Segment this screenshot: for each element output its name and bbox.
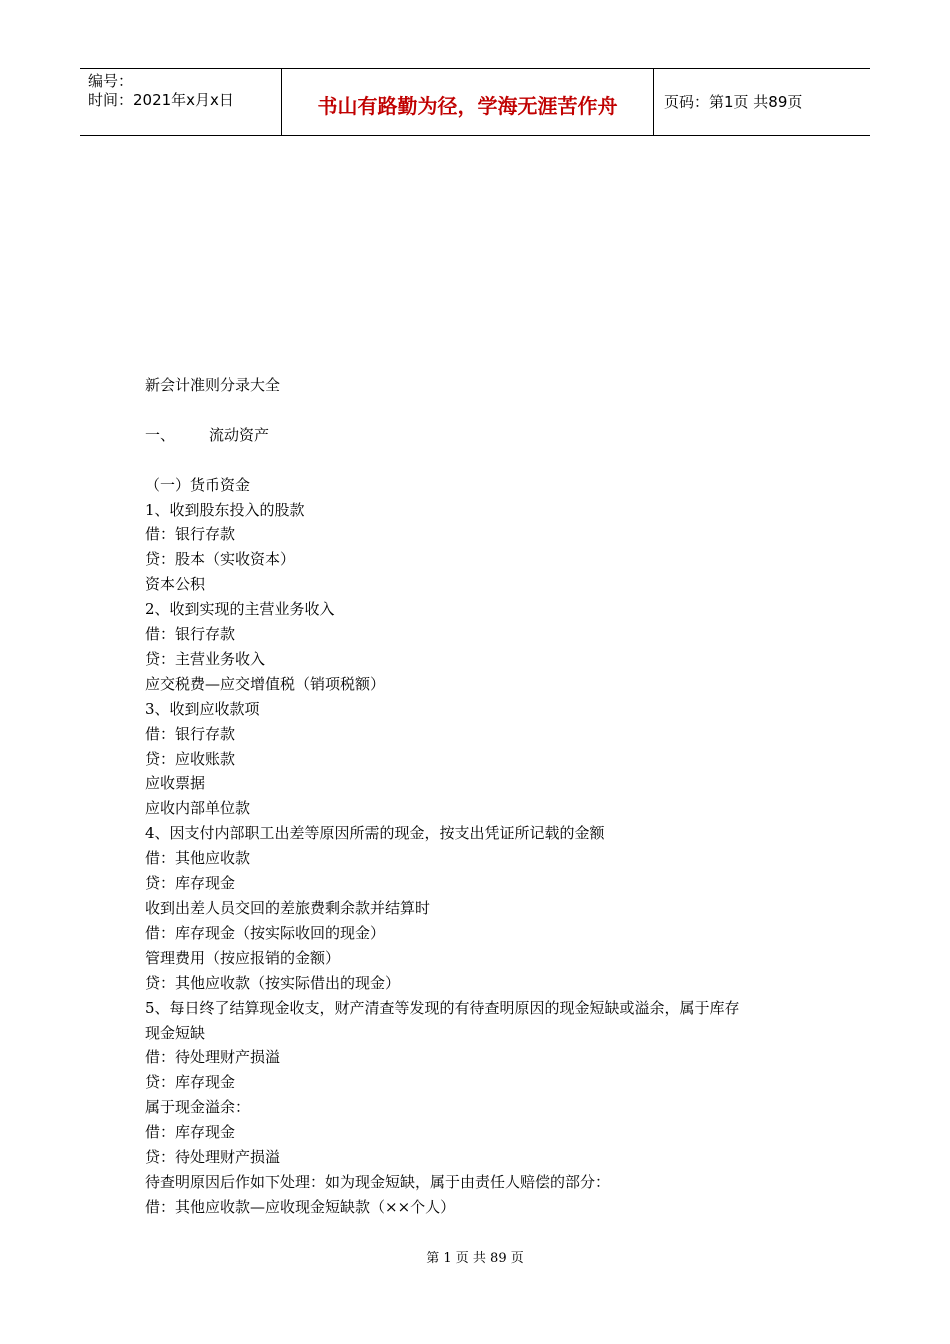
text-line: 借：其他应收款—应收现金短缺款（××个人） (145, 1197, 456, 1216)
document-body (145, 373, 825, 1220)
text-line: 5、每日终了结算现金收支，财产清查等发现的有待查明原因的现金短缺或溢余，属于库存 (145, 998, 740, 1017)
text-line: 贷：库存现金 (145, 1073, 236, 1092)
text-line: 现金短缺 (145, 1023, 206, 1042)
text-line: 借：库存现金 (145, 1123, 236, 1142)
text-line: 借：待处理财产损溢 (145, 1048, 281, 1067)
text-line: 3、收到应收款项 (145, 699, 260, 718)
header-page-info: 页码：第1页 共89页 (664, 93, 803, 111)
header-motto: 书山有路勤为径，学海无涯苦作舟 (282, 69, 654, 135)
document-title: 新会计准则分录大全 (145, 376, 281, 394)
text-line: 待查明原因后作如下处理：如为现金短缺，属于由责任人赔偿的部分： (145, 1172, 611, 1191)
text-line: 应收内部单位款 (145, 799, 251, 818)
text-line: 2、收到实现的主营业务收入 (145, 600, 335, 619)
text-line: 借：银行存款 (145, 525, 236, 544)
text-line: 贷：主营业务收入 (145, 649, 266, 668)
text-line: 贷：应收账款 (145, 749, 236, 768)
text-line: 借：银行存款 (145, 625, 236, 644)
text-line: 应交税费—应交增值税（销项税额） (145, 674, 386, 693)
time-label: 时间：2021年x月x日 (88, 91, 234, 109)
page-header (80, 68, 870, 136)
text-line: 贷：其他应收款（按实际借出的现金） (145, 973, 401, 992)
text-line: （一）货币资金 (145, 475, 251, 494)
page-footer: 第 1 页 共 89 页 (426, 1251, 524, 1266)
text-line: 属于现金溢余： (145, 1098, 251, 1117)
entry-lines (145, 473, 825, 1220)
text-line: 贷：待处理财产损溢 (145, 1148, 281, 1167)
text-line: 资本公积 (145, 575, 206, 594)
section-heading (145, 423, 825, 448)
text-line: 管理费用（按应报销的金额） (145, 948, 341, 967)
text-line: 贷：库存现金 (145, 874, 236, 893)
text-line: 借：银行存款 (145, 724, 236, 743)
text-line: 4、因支付内部职工出差等原因所需的现金，按支出凭证所记载的金额 (145, 824, 605, 843)
text-line: 应收票据 (145, 774, 206, 793)
header-meta (80, 69, 282, 135)
section-number: 一、 (145, 425, 176, 444)
text-line: 1、收到股东投入的股款 (145, 500, 305, 519)
text-line: 借：库存现金（按实际收回的现金） (145, 923, 386, 942)
text-line: 收到出差人员交回的差旅费剩余款并结算时 (145, 899, 431, 917)
text-line: 贷：股本（实收资本） (145, 550, 296, 569)
number-label: 编号： (88, 72, 134, 90)
text-line: 借：其他应收款 (145, 849, 251, 868)
section-title: 流动资产 (209, 425, 270, 444)
